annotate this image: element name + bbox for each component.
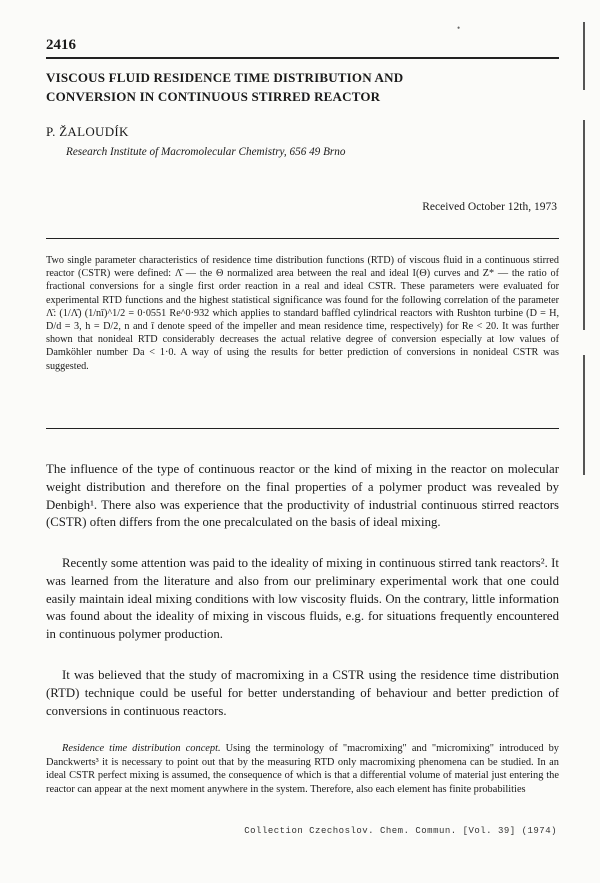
section-heading: Residence time distribution concept. [62,743,221,754]
received-date: Received October 12th, 1973 [422,201,557,213]
section-text: Using the terminology of "macromixing" and "micromixing" introduced by Danckwerts³ it is necessary to point out that by the measuring RTD only macromixing phenomena can be studied. In an ideal CSTR perfect mixing is assumed, the consequence of which is that a differential volume of material just entering the reactor can appear at the next moment anywhere in the system. Therefore, also each element has finite probabilities [46,743,559,795]
title-line: VISCOUS FLUID RESIDENCE TIME DISTRIBUTION AND [46,70,404,85]
scan-edge-line [583,22,585,90]
journal-citation: Collection Czechoslov. Chem. Commun. [Vol. 39] (1974) [244,826,557,836]
title-line: CONVERSION IN CONTINUOUS STIRRED REACTOR [46,89,381,104]
abstract-bottom-rule [46,428,559,429]
abstract: Two single parameter characteristics of residence time distribution functions (RTD) of viscous fluid in a continuous stirred reactor (CSTR) were defined: Λ̄ — the Θ normalized area between the real and ideal I(Θ) curves and Z* — the ratio of fractional conversions for a single first order reaction in a real and ideal CSTR. These parameters were evaluated for experimental RTD functions and the highest statistical significance was found for the following correlation of the parameter Λ̄: (1/Λ̄) (1/nī)^1/2 = 0·0551 Re^0·932 which applies to standard baffled cylindrical reactors with Rushton turbine (D = H, D/d = 3, h = D/2, n and ī denote speed of the impeller and mean residence time, respectively) for Re < 20. It was further shown that nonideal RTD considerably decreases the actual relative degree of conversion especially at low values of Damköhler number Da < 1·0. A way of using the results for better prediction of conversions in nonideal CSTR was suggested. [46,255,559,372]
scan-mark: • [457,23,461,33]
article-title [46,68,516,106]
body-paragraph: Recently some attention was paid to the ideality of mixing in continuous stirred tank reactors². It was learned from the literature and also from our preliminary experimental work that one could easily maintain ideal mixing conditions with low viscosity fluids. On the contrary, little information was found about the ideality of mixing in viscous fluids, e.g. for situations frequently encountered in continuous polymer production. [46,556,559,642]
author-name: P. ŽALOUDÍK [46,124,129,139]
body-paragraph: It was believed that the study of macromixing in a CSTR using the residence time distribution (RTD) technique could be useful for better understanding of behaviour and better prediction of conversions in continuous reactors. [46,668,559,718]
scan-edge-line [583,355,585,475]
abstract-top-rule [46,238,559,239]
section-paragraph [46,742,559,796]
page-number: 2416 [46,37,76,53]
body-paragraph: The influence of the type of continuous reactor or the kind of mixing in the reactor on molecular weight distribution and therefore on the final properties of a polymer product was revealed by Denbigh¹. There also was experience that the productivity of industrial continuous stirred reactors (CSTR) often differs from the one precalculated on the basis of ideal mixing. [46,462,559,530]
author-affiliation: Research Institute of Macromolecular Chemistry, 656 49 Brno [66,146,346,158]
scan-edge-line [583,120,585,330]
header-rule [46,57,559,59]
